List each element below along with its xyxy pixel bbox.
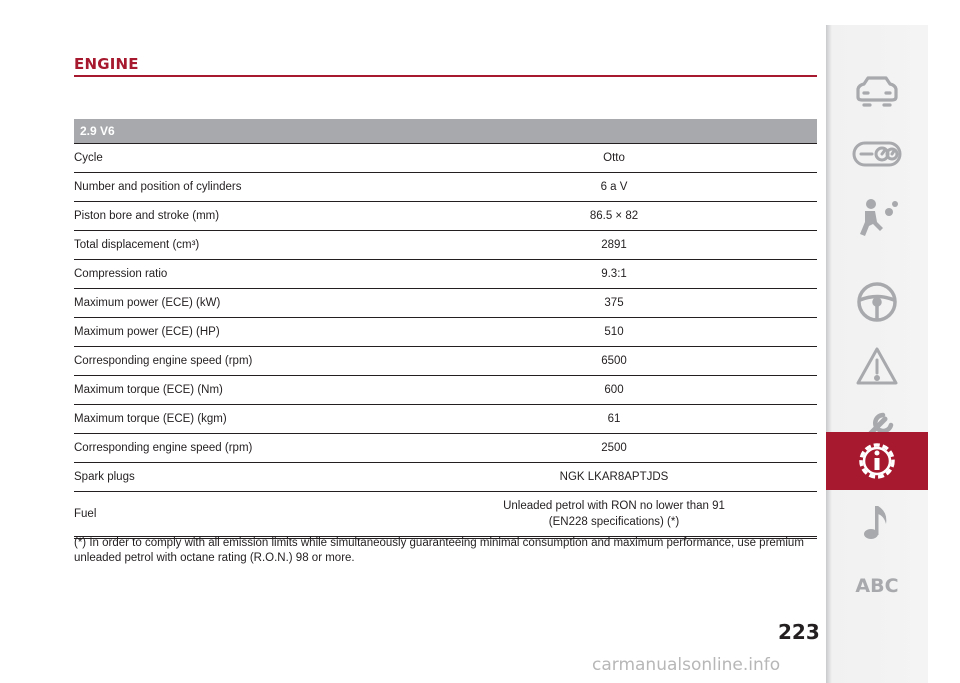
row-label: Cycle — [74, 152, 103, 164]
airbag-icon[interactable] — [826, 189, 928, 247]
fuel-value-line2: (EN228 specifications) (*) — [548, 516, 680, 528]
row-value: 2500 — [601, 442, 627, 454]
steering-wheel-icon[interactable] — [826, 273, 928, 331]
row-label: Fuel — [74, 508, 97, 520]
row-value: 510 — [604, 326, 624, 338]
page-number: 223 — [778, 620, 820, 644]
car-icon[interactable] — [826, 63, 928, 121]
row-value: 9.3:1 — [601, 268, 627, 280]
row-value: 2891 — [601, 239, 627, 251]
heading-rule — [74, 75, 817, 77]
row-label: Maximum torque (ECE) (kgm) — [74, 413, 227, 425]
table-row — [74, 347, 817, 376]
table-row — [74, 318, 817, 347]
row-value: 600 — [604, 384, 624, 396]
abc-label: ABC — [855, 575, 899, 597]
table-row — [74, 434, 817, 463]
row-value: NGK LKAR8APTJDS — [559, 471, 669, 483]
music-note-icon[interactable] — [826, 493, 928, 551]
info-gear-icon[interactable] — [826, 432, 928, 490]
row-label: Corresponding engine speed (rpm) — [74, 442, 253, 454]
row-value: 6 a V — [600, 181, 628, 193]
row-label: Maximum power (ECE) (HP) — [74, 326, 220, 338]
row-label: Maximum power (ECE) (kW) — [74, 297, 221, 309]
abc-icon[interactable] — [826, 557, 928, 615]
row-value: Otto — [603, 152, 625, 164]
row-value: 86.5 × 82 — [589, 210, 639, 222]
table-row — [74, 463, 817, 492]
warning-icon[interactable] — [826, 337, 928, 395]
fuel-value-line1: Unleaded petrol with RON no lower than 91 — [503, 500, 725, 512]
row-value: 61 — [607, 413, 621, 425]
footnote: (*) In order to comply with all emission limits while simultaneously guaranteeing minimal consumption and maximum performance, use premium unleaded petrol with octane rating (R.O.N.) 98 or more. — [74, 537, 804, 564]
table-row — [74, 231, 817, 260]
chapter-sidebar — [826, 25, 928, 683]
table-row-fuel — [74, 492, 817, 537]
row-value: 375 — [604, 297, 624, 309]
row-label: Spark plugs — [74, 471, 135, 483]
row-label: Number and position of cylinders — [74, 181, 242, 193]
row-label: Compression ratio — [74, 268, 168, 280]
watermark: carmanualsonline.info — [592, 655, 781, 675]
table-row — [74, 376, 817, 405]
table-row — [74, 202, 817, 231]
row-label: Maximum torque (ECE) (Nm) — [74, 384, 223, 396]
engine-spec-table — [74, 119, 817, 539]
row-value: 6500 — [601, 355, 627, 367]
row-label: Corresponding engine speed (rpm) — [74, 355, 253, 367]
section-heading: ENGINE — [74, 55, 139, 73]
row-label: Piston bore and stroke (mm) — [74, 210, 220, 222]
row-value — [454, 498, 774, 530]
table-row — [74, 173, 817, 202]
table-header: 2.9 V6 — [74, 119, 817, 144]
row-label: Total displacement (cm³) — [74, 239, 200, 251]
table-row — [74, 405, 817, 434]
table-row — [74, 260, 817, 289]
dashboard-icon[interactable] — [826, 125, 928, 183]
table-row — [74, 289, 817, 318]
table-row — [74, 144, 817, 173]
